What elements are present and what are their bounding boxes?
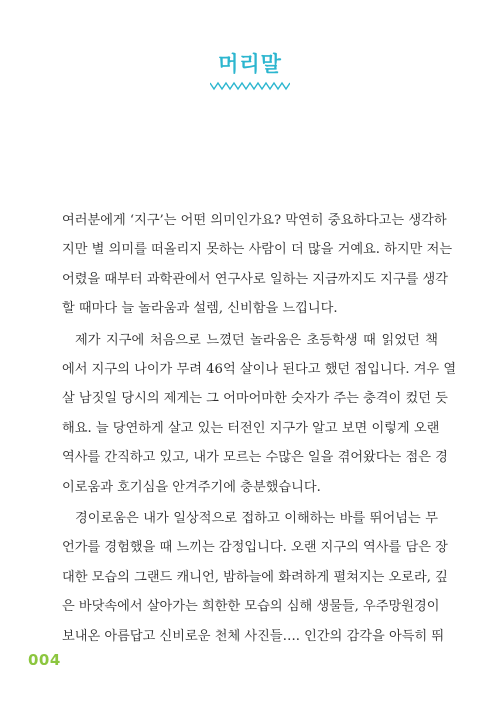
page-title: 머리말 <box>218 52 282 76</box>
text-line: 보내온 아름답고 신비로운 천체 사진들…. 인간의 감각을 아득히 뛰 <box>62 628 445 644</box>
text-line: 어렸을 때부터 과학관에서 연구사로 일하는 지금까지도 지구를 생각 <box>62 271 449 287</box>
text-line: 여러분에게 ‘지구’는 어떤 의미인가요? 막연히 중요하다고는 생각하 <box>62 213 447 228</box>
preface-body <box>62 206 457 651</box>
text-line: 지만 별 의미를 떠올리지 못하는 사람이 더 많을 거예요. 하지만 저는 <box>62 242 453 258</box>
text-line: 언가를 경험했을 때 느끼는 감정입니다. 오랜 지구의 역사를 담은 장 <box>62 540 448 556</box>
paragraph-1 <box>62 206 453 324</box>
text-line: 해요. 늘 당연하게 살고 있는 터전인 지구가 알고 보면 이렇게 오랜 <box>62 420 440 436</box>
text-line: 제가 지구에 처음으로 느꼈던 놀라움은 초등학생 때 읽었던 책 <box>75 332 438 348</box>
text-line: 할 때마다 늘 놀라움과 설렘, 신비함을 느낍니다. <box>62 301 338 317</box>
page-number: 004 <box>28 651 61 669</box>
text-line: 살 남짓일 당시의 제게는 그 어마어마한 숫자가 주는 충격이 컸던 듯 <box>62 391 448 407</box>
text-line: 대한 모습의 그랜드 캐니언, 밤하늘에 화려하게 펼쳐지는 오로라, 깊 <box>62 569 448 585</box>
zigzag-ornament <box>210 80 290 92</box>
text-line: 경이로움은 내가 일상적으로 접하고 이해하는 바를 뛰어넘는 무 <box>75 511 438 527</box>
paragraph-2 <box>62 326 457 502</box>
text-line: 은 바닷속에서 살아가는 희한한 모습의 심해 생물들, 우주망원경이 <box>62 599 440 615</box>
text-line: 역사를 간직하고 있고, 내가 모르는 수많은 일을 겪어왔다는 점은 경 <box>62 450 448 466</box>
paragraph-3 <box>62 504 448 651</box>
text-line: 에서 지구의 나이가 무려 46억 살이나 된다고 했던 점입니다. 겨우 열 <box>62 362 457 378</box>
text-line: 이로움과 호기심을 안겨주기에 충분했습니다. <box>62 479 321 495</box>
